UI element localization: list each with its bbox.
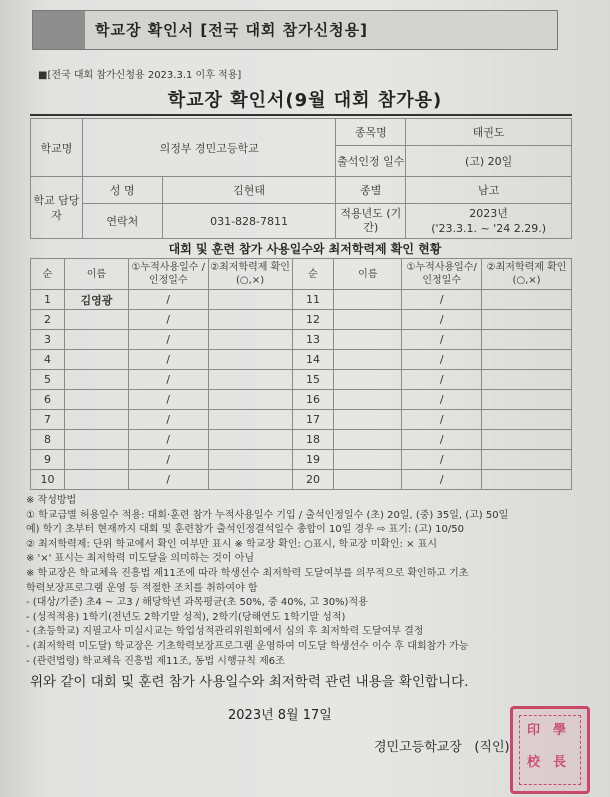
row-number: 8	[31, 430, 65, 450]
instruction-line: 학력보장프로그램 운영 등 적절한 조치를 취하여야 함	[26, 582, 258, 594]
row-days: /	[128, 450, 208, 470]
row-days: /	[128, 470, 208, 490]
school-info-table	[30, 118, 572, 239]
row-days: /	[402, 390, 482, 410]
row-check	[482, 430, 572, 450]
instruction-line: - (초등학교) 지필고사 미실시교는 학업성적관리위원회에서 심의 후 최저학력 도달여부 결정	[26, 626, 424, 638]
row-days: /	[128, 410, 208, 430]
gender-value: 남고	[406, 177, 572, 204]
instruction-line: ② 최저학력제: 단위 학교에서 확인 여부만 표시 ※ 학교장 확인: ○표시, 학교장 미확인: × 표시	[26, 538, 438, 550]
attendance-label: 출석인정 일수	[336, 146, 406, 177]
row-name	[334, 450, 402, 470]
row-days: /	[128, 390, 208, 410]
table-row	[31, 310, 572, 330]
form-title: 학교장 확인서(9월 대회 참가용)	[167, 90, 443, 111]
col-header-check-left: ②최저학력제 확인(○,×)	[208, 259, 292, 290]
row-name	[334, 430, 402, 450]
row-check	[208, 390, 292, 410]
row-number: 6	[31, 390, 65, 410]
row-check	[208, 450, 292, 470]
col-header-days-right: ①누적사용일수/ 인정일수	[402, 259, 482, 290]
row-name	[334, 290, 402, 310]
row-name	[334, 410, 402, 430]
row-name	[334, 350, 402, 370]
row-number: 17	[292, 410, 334, 430]
row-number: 7	[31, 410, 65, 430]
instruction-line: - (최저학력 미도달) 학교장은 기초학력보장프로그램 운영하여 미도달 학생선수 이수 후 대회참가 가능	[26, 640, 469, 652]
col-header-name-left: 이름	[64, 259, 128, 290]
row-number: 16	[292, 390, 334, 410]
row-check	[482, 310, 572, 330]
row-check	[482, 390, 572, 410]
year-value: 2023년	[469, 207, 508, 220]
principal-title: 경민고등학교장	[374, 740, 462, 755]
manager-name-label: 성 명	[82, 177, 162, 204]
header-accent-block	[33, 11, 85, 49]
instruction-line: - (성적적용) 1학기(전년도 2학기말 성적), 2학기(당해연도 1학기말 성적)	[26, 611, 346, 623]
row-number: 18	[292, 430, 334, 450]
row-check	[208, 330, 292, 350]
row-name	[64, 350, 128, 370]
row-name: 김영광	[64, 290, 128, 310]
row-days: /	[402, 410, 482, 430]
row-days: /	[128, 350, 208, 370]
col-header-no-left: 순	[31, 259, 65, 290]
instruction-line: ※ '×' 표시는 최저학력 미도달을 의미하는 것이 아님	[26, 553, 255, 565]
row-days: /	[402, 310, 482, 330]
row-number: 9	[31, 450, 65, 470]
row-number: 11	[292, 290, 334, 310]
row-name	[64, 390, 128, 410]
year-cell	[406, 204, 572, 239]
row-number: 5	[31, 370, 65, 390]
row-days: /	[402, 370, 482, 390]
row-days: /	[402, 470, 482, 490]
participation-table	[30, 258, 572, 490]
row-check	[208, 310, 292, 330]
col-header-days-left: ①누적사용일수 /인정일수	[128, 259, 208, 290]
table-row	[31, 350, 572, 370]
row-name	[334, 310, 402, 330]
instructions-block	[26, 494, 591, 669]
instruction-line: ① 학교급별 허용일수 적용: 대회·훈련 참가 누적사용일수 기입 / 출석인정일수 (초) 20일, (중) 35일, (고) 50일	[26, 509, 509, 521]
table-row	[31, 430, 572, 450]
row-check	[482, 330, 572, 350]
signing-date: 2023년 8월 17일	[228, 708, 332, 723]
row-check	[482, 350, 572, 370]
instruction-line: ※ 학교장은 학교체육 진흥법 제11조에 따라 학생선수 최저학력 도달여부를 의무적으로 확인하고 기초	[26, 567, 469, 579]
row-check	[208, 350, 292, 370]
row-check	[482, 450, 572, 470]
col-header-name-right: 이름	[334, 259, 402, 290]
school-name-label: 학교명	[31, 119, 83, 177]
event-label: 종목명	[336, 119, 406, 146]
applicability-notice: ■[전국 대회 참가신청용 2023.3.1 이후 적용]	[38, 70, 242, 81]
row-check	[482, 370, 572, 390]
period-value: ('23.3.1. ~ '24 2.29.)	[431, 222, 547, 235]
school-name-value: 의정부 경민고등학교	[82, 119, 335, 177]
row-days: /	[402, 430, 482, 450]
row-check	[208, 370, 292, 390]
seal-label: (직인)	[474, 740, 510, 755]
header-box	[32, 10, 558, 50]
instruction-line: ※ 작성방법	[26, 495, 77, 506]
row-name	[334, 330, 402, 350]
instruction-line: - (대상/기준) 초4 ~ 고3 / 해당학년 과목평균(초 50%, 중 40%, 고 30%)적용	[26, 597, 368, 609]
row-name	[64, 310, 128, 330]
table-row	[31, 290, 572, 310]
row-check	[482, 470, 572, 490]
row-number: 14	[292, 350, 334, 370]
row-check	[482, 410, 572, 430]
row-days: /	[128, 330, 208, 350]
row-name	[64, 430, 128, 450]
row-days: /	[402, 330, 482, 350]
contact-label: 연락처	[82, 204, 162, 239]
attendance-value: (고) 20일	[406, 146, 572, 177]
manager-name-value: 김현태	[162, 177, 336, 204]
row-days: /	[402, 290, 482, 310]
row-name	[64, 470, 128, 490]
instruction-line: - (관련법령) 학교체육 진흥법 제11조, 동법 시행규칙 제6조	[26, 655, 285, 667]
row-number: 4	[31, 350, 65, 370]
row-number: 20	[292, 470, 334, 490]
row-number: 15	[292, 370, 334, 390]
row-name	[64, 330, 128, 350]
row-number: 19	[292, 450, 334, 470]
table-row	[31, 330, 572, 350]
row-name	[64, 410, 128, 430]
row-days: /	[128, 430, 208, 450]
table-row	[31, 410, 572, 430]
row-number: 13	[292, 330, 334, 350]
row-days: /	[402, 450, 482, 470]
row-number: 10	[31, 470, 65, 490]
row-check	[208, 410, 292, 430]
col-header-check-right: ②최저학력제 확인(○,×)	[482, 259, 572, 290]
row-check	[208, 430, 292, 450]
row-name	[334, 390, 402, 410]
row-check	[482, 290, 572, 310]
row-check	[208, 470, 292, 490]
row-number: 12	[292, 310, 334, 330]
row-days: /	[128, 310, 208, 330]
row-days: /	[128, 370, 208, 390]
row-number: 1	[31, 290, 65, 310]
row-days: /	[402, 350, 482, 370]
principal-signature-line	[374, 736, 510, 755]
year-label: 적용년도 (기간)	[336, 204, 406, 239]
section-title: 대회 및 훈련 참가 사용일수와 최저학력제 확인 현황	[168, 242, 442, 256]
header-title: 학교장 확인서 [전국 대회 참가신청용]	[95, 21, 368, 39]
official-seal-stamp: 印 學 校 長	[510, 706, 590, 794]
gender-label: 종별	[336, 177, 406, 204]
table-row	[31, 390, 572, 410]
row-name	[64, 450, 128, 470]
confirmation-statement: 위와 같이 대회 및 훈련 참가 사용일수와 최저학력 관련 내용을 확인합니다.	[30, 674, 469, 690]
row-number: 3	[31, 330, 65, 350]
row-days: /	[128, 290, 208, 310]
row-name	[334, 370, 402, 390]
instruction-line: 예) 학기 초부터 현재까지 대회 및 훈련참가 출석인정결석일수 총합이 10일 경우 ⇨ 표기: (고) 10/50	[26, 524, 464, 536]
row-check	[208, 290, 292, 310]
table-header-row	[31, 259, 572, 290]
title-divider	[30, 114, 572, 116]
col-header-no-right: 순	[292, 259, 334, 290]
row-number: 2	[31, 310, 65, 330]
table-row	[31, 370, 572, 390]
contact-value: 031-828-7811	[162, 204, 336, 239]
table-row	[31, 470, 572, 490]
row-name	[64, 370, 128, 390]
row-name	[334, 470, 402, 490]
event-value: 태권도	[406, 119, 572, 146]
manager-label: 학교 담당자	[31, 177, 83, 239]
table-row	[31, 450, 572, 470]
